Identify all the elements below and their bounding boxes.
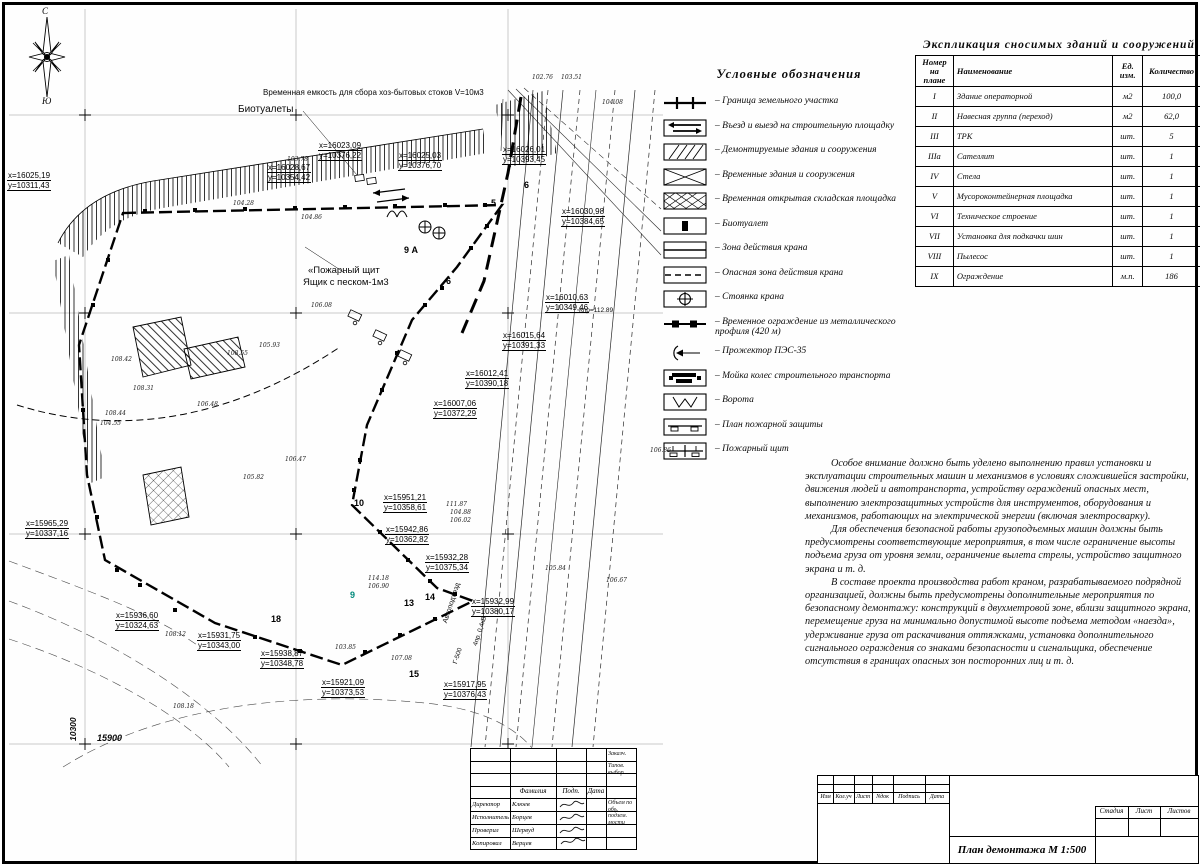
spot-elevation: 105.84 <box>545 565 566 572</box>
side-note-2: Объем по объ. подзем. мости <box>608 800 633 826</box>
legend-item-label: – Стоянка крана <box>715 290 784 303</box>
legend-item-label: – Опасная зона действия крана <box>715 266 843 279</box>
sign-header-family: Фамилия <box>519 787 547 795</box>
fireshield-symbol-icon <box>663 442 709 460</box>
explication-cell: шт. <box>1113 227 1143 247</box>
explication-cell: шт. <box>1113 167 1143 187</box>
wheelwash-symbol-icon <box>663 369 709 387</box>
explication-row <box>916 167 1200 187</box>
legend-item-label: – Пожарный щит <box>715 442 789 455</box>
coordinate-callout <box>197 631 241 651</box>
explication-row <box>916 227 1200 247</box>
explication-cell: VIII <box>916 247 954 267</box>
main-title-stamp <box>817 775 1199 864</box>
legend-item-tempbldg <box>663 168 915 186</box>
map-label: «Пожарный щит <box>308 265 380 276</box>
legend-item-demolished <box>663 143 915 161</box>
sign-role-2: Проверил <box>472 827 499 834</box>
vertex-number: 13 <box>404 598 415 608</box>
coordinate-callout <box>465 369 509 389</box>
legend-item-cranezone <box>663 241 915 259</box>
sign-header-data: Дата <box>587 787 605 795</box>
sign-name-0: Клюев <box>512 801 530 808</box>
legend-item-label: – План пожарной защиты <box>715 418 823 431</box>
explication-cell: IX <box>916 267 954 287</box>
coordinate-y: у=10348,78 <box>261 659 304 668</box>
explication-row <box>916 187 1200 207</box>
coordinate-x: х=15951,21 <box>384 493 427 502</box>
coordinate-x: х=15917,95 <box>444 680 487 689</box>
rev-col-ndok: Nдок <box>876 794 889 800</box>
explication-cell: V <box>916 187 954 207</box>
stage-header: Стадия <box>1099 807 1124 815</box>
spot-elevation: 103.51 <box>561 74 582 81</box>
spot-elevation: 106.47 <box>285 456 306 463</box>
spot-elevation: 106.67 <box>606 577 627 584</box>
legend-item-label: – Временные здания и сооружения <box>715 168 855 181</box>
explication-cell: 186 <box>1143 267 1200 287</box>
legend-item-boundary <box>663 94 915 112</box>
coordinate-callout <box>561 207 605 227</box>
coordinate-y: у=10384,65 <box>562 217 605 226</box>
explication-cell: Стела <box>953 167 1113 187</box>
spot-elevation: 103.78 <box>287 156 308 163</box>
explication-cell: 1 <box>1143 207 1200 227</box>
spot-elevation: 108.31 <box>133 385 154 392</box>
drawing-sheet <box>2 2 1198 864</box>
coordinate-y: у=10376,70 <box>399 161 442 170</box>
sheets-header: Листов <box>1167 807 1191 815</box>
legend-item-label: – Биотуалет <box>715 217 768 230</box>
spot-elevation: 104.86 <box>301 214 322 221</box>
sign-name-1: Борцев <box>512 814 532 821</box>
explication-cell: м2 <box>1113 87 1143 107</box>
cranepark-symbol-icon <box>663 290 709 308</box>
drawing-title: План демонтажа М 1:500 <box>957 844 1087 856</box>
explication-header: Номер на плане <box>916 56 954 87</box>
explication-title: Экспликация сносимых зданий и сооружений <box>923 39 1195 51</box>
spot-elevation: 106.86 <box>650 447 671 454</box>
sign-role-3: Копировал <box>472 840 502 847</box>
coordinate-y: у=10373,53 <box>322 688 365 697</box>
coordinate-y: у=10343,00 <box>198 641 241 650</box>
coordinate-x: х=15936,60 <box>116 611 159 620</box>
legend-item-biotoilet <box>663 217 915 235</box>
legend-item-fireplan <box>663 418 915 436</box>
explication-cell: шт. <box>1113 147 1143 167</box>
legend-item-fence <box>663 315 915 338</box>
explication-header: Наименование <box>953 56 1113 87</box>
coordinate-x: х=15932,28 <box>426 553 469 562</box>
explication-cell: 1 <box>1143 227 1200 247</box>
fence-symbol-icon <box>663 315 709 333</box>
spot-elevation: 103.85 <box>335 644 356 651</box>
coordinate-y: у=10376,43 <box>444 690 487 699</box>
explication-row <box>916 207 1200 227</box>
coordinate-x: х=16007,06 <box>434 399 477 408</box>
coordinate-callout <box>267 163 311 183</box>
spot-elevation: 104.08 <box>602 99 623 106</box>
legend-item-dangerzone <box>663 266 915 284</box>
explication-cell: 1 <box>1143 167 1200 187</box>
explication-cell: Техническое строение <box>953 207 1113 227</box>
cranezone-symbol-icon <box>663 241 709 259</box>
coordinate-x: х=15942,86 <box>386 525 429 534</box>
biotoilet-symbol-icon <box>663 217 709 235</box>
coordinate-x: х=15938,87 <box>261 649 304 658</box>
rev-col-podpis: Подпись <box>898 794 920 800</box>
explication-cell: Навесная группа (переход) <box>953 107 1113 127</box>
coordinate-x: х=15965,29 <box>26 519 69 528</box>
vertex-number: 6 <box>446 276 452 286</box>
explication-row <box>916 107 1200 127</box>
vertex-number: 10 <box>354 498 365 508</box>
coordinate-callout <box>385 525 429 545</box>
spot-elevation: 114.18 <box>368 575 389 582</box>
demolished-symbol-icon <box>663 143 709 161</box>
coordinate-callout <box>502 145 546 165</box>
coordinate-y: у=10380,17 <box>472 607 515 616</box>
explication-cell: IIIа <box>916 147 954 167</box>
explication-header-row <box>916 56 1200 87</box>
spot-elevation: 104.55 <box>100 420 121 427</box>
coordinate-y: у=10376,22 <box>319 151 362 160</box>
fireplan-symbol-icon <box>663 418 709 436</box>
sign-name-2: Шервуд <box>512 827 535 834</box>
explication-cell: шт. <box>1113 207 1143 227</box>
coordinate-y: у=10354,42 <box>268 173 311 182</box>
coordinate-callout <box>502 331 546 351</box>
explication-cell: Пылесос <box>953 247 1113 267</box>
map-label: Ящик с песком-1м3 <box>303 277 389 288</box>
vertex-number: 15 <box>409 669 420 679</box>
spot-elevation: 108.44 <box>105 410 126 417</box>
tempbldg-symbol-icon <box>663 168 709 186</box>
map-label: Автоподъезд <box>442 582 462 625</box>
coordinate-y: у=10362,82 <box>386 535 429 544</box>
explication-header: Ед. изм. <box>1113 56 1143 87</box>
signature-stamp <box>470 748 637 850</box>
rev-col-data: Дата <box>929 794 945 800</box>
legend-item-cranepark <box>663 290 915 308</box>
coordinate-y: у=10391,33 <box>503 341 546 350</box>
coordinate-callout <box>7 171 51 191</box>
explication-cell: II <box>916 107 954 127</box>
spot-elevation: 105.93 <box>259 342 280 349</box>
legend-item-label: – Временное ограждение из металлического профиля (420 м) <box>715 315 915 338</box>
spot-elevation: 111.87 <box>446 501 467 508</box>
note-paragraph: Для обеспечения безопасной работы грузоподъемных машин должны быть предусмотрены соответствующие мероприятия, в том числе ограничение высоты подъема груза от уровня земли, ограничение вылета стрелы, устройство защитного экрана и т. д. <box>805 524 1182 575</box>
explication-cell: м.п. <box>1113 267 1143 287</box>
coordinate-y: у=10337,16 <box>26 529 69 538</box>
coordinate-x: х=16026,01 <box>503 145 546 154</box>
explication-cell: III <box>916 127 954 147</box>
legend <box>663 67 915 467</box>
coordinate-x: х=16012,41 <box>466 369 509 378</box>
spot-elevation: 105.82 <box>243 474 264 481</box>
legend-item-label: – Ворота <box>715 393 754 406</box>
rev-col-list: Лист <box>855 794 871 800</box>
vertex-number: 5 <box>491 198 497 208</box>
coordinate-callout <box>260 649 304 669</box>
sign-role-1: Исполнитель <box>472 814 509 821</box>
sign-header-podpis: Подп. <box>562 787 580 795</box>
spot-elevation: 108.55 <box>227 350 248 357</box>
coordinate-callout <box>471 597 515 617</box>
coordinate-x: х=16028,67 <box>268 163 311 172</box>
dangerzone-symbol-icon <box>663 266 709 284</box>
legend-item-gates <box>663 393 915 411</box>
notes-block <box>805 457 1200 668</box>
signature-scribbles <box>557 798 586 848</box>
legend-item-storage <box>663 192 915 210</box>
spot-elevation: 107.08 <box>391 655 412 662</box>
map-label: 4пр. 0,4кВ <box>472 615 489 647</box>
coordinate-callout <box>443 680 487 700</box>
explication-cell: шт. <box>1113 127 1143 147</box>
rev-col-koluch: Кол.уч <box>835 794 852 800</box>
legend-item-label: – Прожектор ПЭС-35 <box>715 344 806 357</box>
coordinate-callout <box>398 151 442 171</box>
explication-cell: IV <box>916 167 954 187</box>
coordinate-x: х=16015,64 <box>503 331 546 340</box>
storage-symbol-icon <box>663 192 709 210</box>
side-note-1: Типов. выбор. <box>608 763 626 776</box>
explication-cell: Ограждение <box>953 267 1113 287</box>
note-paragraph: В составе проекта производства работ краном, разрабатываемого подрядной организацией, должны быть предусмотрены дополнительные мероприятия по безопасному демонтажу: конструкций в двухметровой зоне, вблизи защитного экрана, перемещение груза на минимально допустимой высоте подъема методом «наезда», удерживание груза от раскачивания оттяжками, установка дополнительного сигнального ограждения со знаками безопасности и сигнальщика, обеспечение отсутствия в границах опасных зон посторонних лиц и т. д. <box>805 576 1191 668</box>
legend-item-label: – Зона действия крана <box>715 241 807 254</box>
map-label: Биотуалеты <box>238 104 294 115</box>
coordinate-callout <box>425 553 469 573</box>
explication-cell: 1 <box>1143 147 1200 167</box>
legend-item-wheelwash <box>663 369 915 387</box>
coordinate-callout <box>115 611 159 631</box>
gates-symbol-icon <box>663 393 709 411</box>
explication-row <box>916 247 1200 267</box>
entry-symbol-icon <box>663 119 709 137</box>
explication-cell: I <box>916 87 954 107</box>
vertex-number: 9 А <box>404 245 419 255</box>
explication-cell: Установка для подкачки шин <box>953 227 1113 247</box>
legend-items <box>663 94 915 460</box>
explication-cell: 100,0 <box>1143 87 1200 107</box>
map-label: Временная емкость для сбора хоз-бытовых стоков V=10м3 <box>263 88 484 97</box>
coordinate-x: х=15931,75 <box>198 631 241 640</box>
coordinate-y: у=10372,29 <box>434 409 477 418</box>
coordinate-y: у=10324,63 <box>116 621 159 630</box>
explication-row <box>916 267 1200 287</box>
spot-elevation: 104.88 <box>450 509 471 516</box>
coordinate-x: х=16025,19 <box>8 171 51 180</box>
explication-cell: шт. <box>1113 187 1143 207</box>
map-label: 15900 <box>97 733 123 743</box>
compass-south-label: Ю <box>42 96 52 106</box>
coordinate-y: у=10393,45 <box>503 155 546 164</box>
compass-north-label: С <box>42 6 49 16</box>
coordinate-callout <box>321 678 365 698</box>
explication-cell: 5 <box>1143 127 1200 147</box>
spot-elevation: 108.18 <box>173 703 194 710</box>
sign-name-3: Верцев <box>512 840 532 847</box>
map-label: Кпр=112.89 <box>579 307 614 314</box>
explication-cell: VII <box>916 227 954 247</box>
coordinate-y: у=10358,61 <box>384 503 427 512</box>
legend-item-entry <box>663 119 915 137</box>
coordinate-callout <box>383 493 427 513</box>
legend-item-label: – Граница земельного участка <box>715 94 838 107</box>
floodlight-symbol-icon <box>663 344 709 362</box>
coordinate-callout <box>433 399 477 419</box>
explication-row <box>916 147 1200 167</box>
spot-elevation: 102.76 <box>532 74 553 81</box>
coordinate-y: у=10349,46 <box>546 303 589 312</box>
sheet-header: Лист <box>1135 807 1153 815</box>
legend-item-label: – Временная открытая складская площадка <box>715 192 896 205</box>
coordinate-x: х=16030,98 <box>562 207 605 216</box>
coordinate-x: х=16010,63 <box>546 293 589 302</box>
explication-cell: VI <box>916 207 954 227</box>
coordinate-callout <box>25 519 69 539</box>
coordinate-y: у=10375,34 <box>426 563 469 572</box>
coordinate-x: х=15921,09 <box>322 678 365 687</box>
explication-cell: ТРК <box>953 127 1113 147</box>
sign-role-0: Директор <box>472 801 501 808</box>
spot-elevation: 106.90 <box>368 583 389 590</box>
spot-elevation: 106.08 <box>311 302 332 309</box>
coordinate-x: х=16023,09 <box>319 141 362 150</box>
legend-item-floodlight <box>663 344 915 362</box>
spot-elevation: 104.28 <box>233 200 254 207</box>
coordinate-y: у=10311,43 <box>8 181 50 190</box>
explication-row <box>916 127 1200 147</box>
spot-elevation: 108.42 <box>111 356 132 363</box>
boundary-symbol-icon <box>663 94 709 112</box>
spot-elevation: 108.12 <box>165 631 186 638</box>
explication-cell: 1 <box>1143 187 1200 207</box>
legend-item-label: – Мойка колес строительного транспорта <box>715 369 890 382</box>
vertex-number: 6 <box>524 180 530 190</box>
coordinate-x: х=16025,03 <box>399 151 442 160</box>
coordinate-x: х=15932,99 <box>472 597 515 606</box>
vertex-number: 18 <box>271 614 282 624</box>
note-paragraph: Особое внимание должно быть уделено выполнению правил установки и эксплуатации строительных машин и механизмов в условиях сложившейся застройки, движения людей и автотранспорта, устройству ограждений опасных мест, выполнению электрозащитных устройств для инструментов, оборудования и механизмов, работающих на электрической энергии (включая электросварку). <box>805 458 1189 522</box>
map-label: Г-500 <box>452 646 464 665</box>
explication-cell: Сателлит <box>953 147 1113 167</box>
side-note-0: Заказч. <box>608 751 627 757</box>
vertex-number: 9 <box>350 590 356 600</box>
rev-col-izm: Изм <box>820 794 831 800</box>
spot-elevation: 106.02 <box>450 517 471 524</box>
explication-cell: м2 <box>1113 107 1143 127</box>
map-label: 10300 <box>68 717 78 741</box>
explication-cell: шт. <box>1113 247 1143 267</box>
coordinate-callout <box>318 141 362 161</box>
explication-header: Количество <box>1143 56 1200 87</box>
legend-title: Условные обозначения <box>716 67 862 81</box>
vertex-number: 14 <box>425 592 436 602</box>
coordinate-y: у=10390,18 <box>466 379 509 388</box>
explication-row <box>916 87 1200 107</box>
legend-item-label: – Въезд и выезд на строительную площадку <box>715 119 894 132</box>
coordinate-callout <box>545 293 589 313</box>
explication-cell: Мусороконтейнерная площадка <box>953 187 1113 207</box>
explication-table <box>915 39 1200 287</box>
explication-cell: 1 <box>1143 247 1200 267</box>
explication-cell: Здание операторной <box>953 87 1113 107</box>
spot-elevation: 106.48 <box>197 401 218 408</box>
legend-item-label: – Демонтируемые здания и сооружения <box>715 143 877 156</box>
explication-cell: 62,0 <box>1143 107 1200 127</box>
